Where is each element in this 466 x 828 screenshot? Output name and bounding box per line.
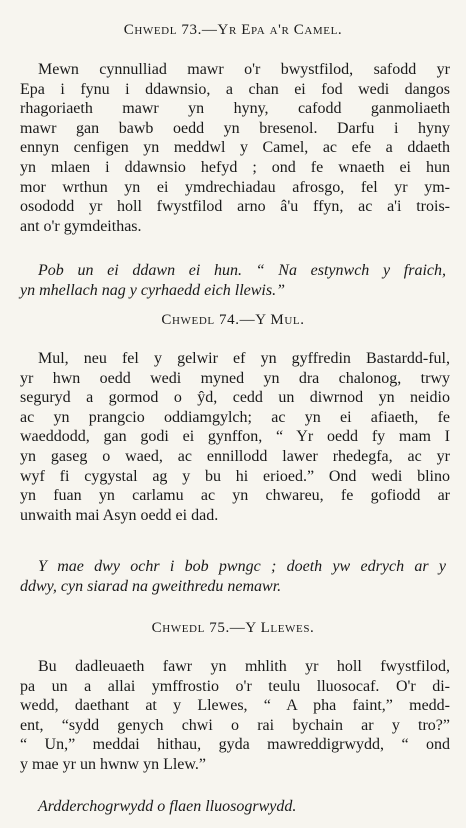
fable-moral — [20, 797, 446, 817]
body-line: “ Un,” meddai hithau, gyda mawreddigrwydd, “ ond — [20, 736, 450, 754]
body-line: mawr gan bawb oedd yn bresenol. Darfu i hyny — [20, 119, 450, 137]
body-line: wyf fi cygystal ag y bu hi erioed.” Ond wedi blino — [20, 467, 450, 485]
fable-body — [20, 657, 450, 775]
body-line: wedd, daethant at y Llewes, “ A pha faint,” medd- — [20, 697, 450, 715]
body-line: ant o'r gymdeithas. — [20, 217, 142, 235]
body-line: yn gaseg o waed, ac ennillodd lawer rhedegfa, ac yr — [20, 447, 450, 465]
fable-moral — [20, 261, 446, 300]
moral-line: ddwy, cyn siarad na gweithredu nemawr. — [20, 577, 282, 595]
fable-moral — [20, 557, 446, 596]
body-line: rhagoriaeth mawr yn hyny, cafodd ganmoliaeth — [20, 100, 450, 118]
body-line: yr hwn oedd wedi myned yn dra chalonog, trwy — [20, 369, 450, 387]
body-line: ent, “sydd genych chwi o rai bychain ar y tro?” — [20, 716, 450, 734]
moral-line: Pob un ei ddawn ei hun. “ Na estynwch y fraich, — [38, 262, 446, 279]
fable-body — [20, 60, 450, 236]
body-line: Bu dadleuaeth fawr yn mhlith yr holl fwystfilod, — [38, 658, 450, 675]
body-line: y mae yr un hwnw yn Llew.” — [20, 755, 207, 773]
body-line: Mewn cynnulliad mawr o'r bwystfilod, safodd yr — [38, 61, 450, 78]
body-line: mor wrthun yn ei ymdrechiadau afrosgo, fel yr ym- — [20, 178, 450, 196]
fable-body — [20, 349, 450, 525]
body-line: Mul, neu fel y gelwir ef yn gyffredin Bastardd-ful, — [38, 350, 450, 367]
body-line: osododd yr holl fwystfilod arno â'u ffyn, ac a'i trois- — [20, 198, 450, 216]
moral-line: yn mhellach nag y cyrhaedd eich llewis.” — [20, 281, 285, 299]
fable-title: Chwedl 74.—Y Mul. — [161, 312, 305, 328]
fable-title: Chwedl 75.—Y Llewes. — [151, 620, 315, 636]
body-line: pa un a allai ymffrostio o'r teulu lluosocaf. O'r di- — [20, 677, 450, 695]
body-line: yn fuan yn carlamu ac yn chwareu, fe gofiodd ar — [20, 487, 450, 505]
body-line: ennyn cenfigen yn meddwl y Camel, ac efe a ddaeth — [20, 139, 450, 157]
body-line: Epa i fynu i ddawnsio, a chan ei fod wedi dangos — [20, 80, 450, 98]
moral-line: Y mae dwy ochr i bob pwngc ; doeth yw edrych ar y — [38, 558, 446, 575]
body-line: yn mlaen i ddawnsio hefyd ; ond fe wnaeth ei hun — [20, 158, 450, 176]
body-line: unwaith mai Asyn oedd ei dad. — [20, 506, 219, 524]
fable-title: Chwedl 73.—Yr Epa a'r Camel. — [123, 22, 343, 38]
moral-line: Ardderchogrwydd o flaen lluosogrwydd. — [38, 798, 297, 815]
body-line: waeddodd, gan godi ei gynffon, “ Yr oedd fy mam I — [20, 428, 450, 446]
body-line: seguryd a gormod o ŷd, cedd un diwrnod yn neidio — [20, 389, 450, 407]
body-line: ac yn prangcio oddiamgylch; ac yn ei afiaeth, fe — [20, 408, 450, 426]
